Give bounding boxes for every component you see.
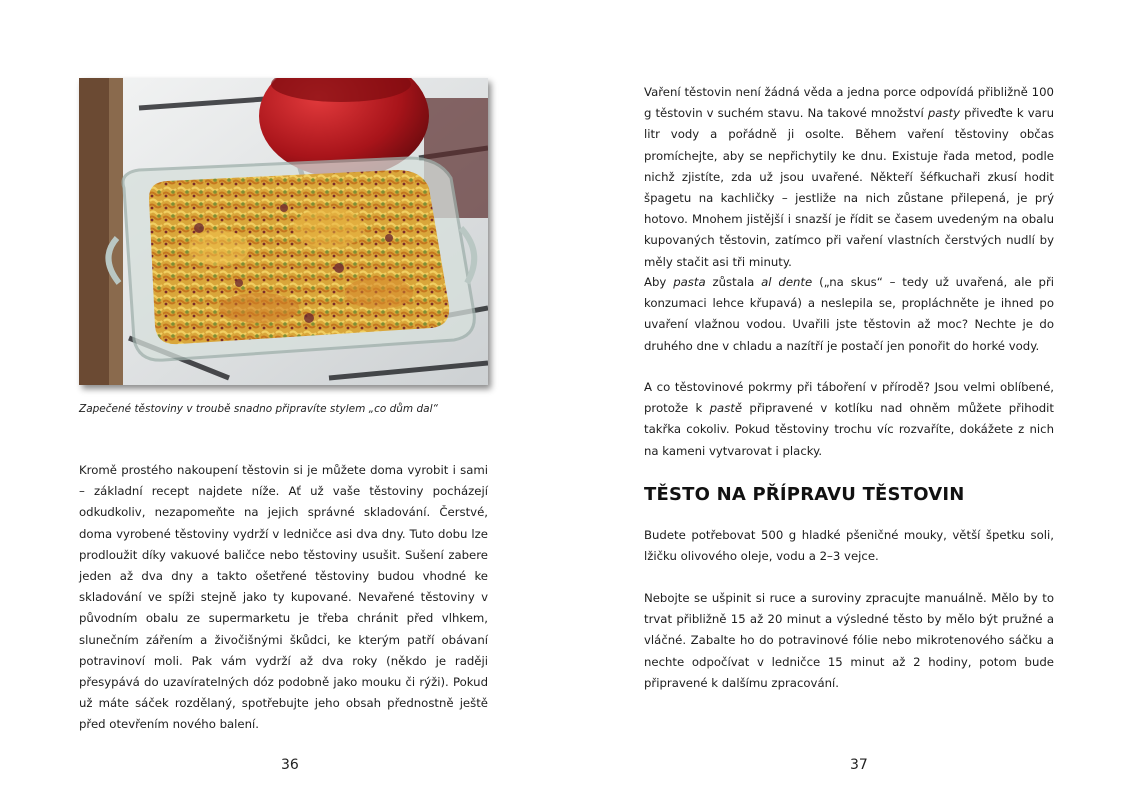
italic-term: pasty	[927, 106, 961, 121]
body-paragraph-method: Nebojte se ušpinit si ruce a suroviny zpracujte manuálně. Mělo by to trvat přibližně 15 až 20 minut a výsledné těsto by mělo být pružné a vláčné. Zabalte ho do potravinové fólie nebo mikrotenového sáčku a nechte odpočívat v ledničce 15 minut až 2 hodiny, potom bude připravené k dalšímu zpracování.	[644, 591, 1054, 690]
section-heading: TĚSTO NA PŘÍPRAVU TĚSTOVIN	[644, 484, 965, 505]
italic-term: pasta	[673, 275, 706, 289]
page-number: 36	[281, 757, 299, 773]
page-number: 37	[850, 757, 868, 773]
left-page	[0, 0, 565, 800]
baked-pasta-photo	[79, 78, 488, 385]
body-paragraph-camping: A co těstovinové pokrmy při táboření v přírodě? Jsou velmi oblíbené, protože k pastě připravené v kotlíku nad ohněm můžete přihodit takřka cokoliv. Pokud těstoviny trochu víc rozvaříte, dokážete z nich na kameni vytvarovat i placky.	[644, 380, 1055, 458]
photo-illustration	[79, 78, 488, 385]
right-page	[566, 0, 1131, 800]
italic-term: pastě	[709, 401, 743, 416]
body-paragraph-al-dente: Aby pasta zůstala al dente („na skus“ – tedy už uvařená, ale při konzumaci lehce křupavá) a neslepila se, propláchněte je ihned po uvaření vlažnou vodou. Uvařili jste těstovin až moc? Nechte je do druhého dne v chladu a nazítří je postačí jen ponořit do horké vody.	[644, 275, 1054, 353]
photo-caption: Zapečené těstoviny v troubě snadno připravíte stylem „co dům dal“	[79, 403, 438, 415]
body-paragraph-ingredients: Budete potřebovat 500 g hladké pšeničné mouky, větší špetku soli, lžičku olivového oleje, vodu a 2–3 vejce.	[644, 528, 1054, 564]
body-paragraph-cooking: Vaření těstovin není žádná věda a jedna porce odpovídá přibližně 100 g těstovin v suchém stavu. Na takové množství pasty přiveďte k varu litr vody a pořádně ji osolte. Během vaření těstoviny občas promíchejte, aby se nepřichytily ke dnu. Existuje řada metod, podle nichž zjistíte, zda už jsou uvařené. Někteří šéfkuchaři zkusí hodit špagetu na kachličky – jestliže na nich zůstane přilepená, je prý hotovo. Mnohem jistější i snazší je řídit se časem uvedeným na obalu kupovaných těstovin, zatímco při vaření vlastních čerstvých nudlí by měly stačit asi tři minuty.	[644, 85, 1054, 269]
italic-term: al dente	[761, 275, 813, 289]
body-paragraph: Kromě prostého nakoupení těstovin si je můžete doma vyrobit i sami – základní recept najdete níže. Ať už vaše těstoviny pocházejí odkudkoliv, nezapomeňte na jejich správné skladování. Čerstvé, doma vyrobené těstoviny vydrží v ledničce asi dva dny. Tuto dobu lze prodloužit díky vakuové baličce nebo těstoviny usušit. Sušení zabere jeden až dva dny a takto ošetřené těstoviny budou vhodné ke skladování ve spíži stejně jako ty kupované. Nevařené těstoviny v původním obalu ze supermarketu je třeba chránit před vlhkem, slunečním zářením a živočišnými škůdci, ke kterým patří obávaní potravinoví moli. Pak vám vydrží až dva roky (někdo je raději přesypává do uzavíratelných dóz podobně jako mouku či rýži). Pokud už máte sáček rozdělaný, spotřebujte jeho obsah přednostně ještě před otevřením nového balení.	[79, 463, 488, 732]
